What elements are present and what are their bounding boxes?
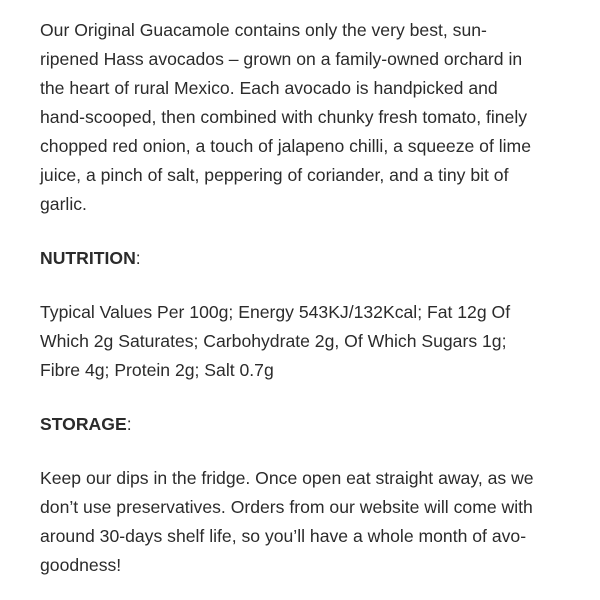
nutrition-heading bbox=[40, 244, 560, 273]
storage-paragraph: Keep our dips in the fridge. Once open eat straight away, as we don’t use preservatives. Orders from our website will come with around 30-days shelf life, so you’ll have a whole month of avo-goodness! bbox=[40, 468, 534, 575]
nutrition-heading-colon: : bbox=[135, 248, 141, 268]
storage-heading bbox=[40, 410, 560, 439]
storage-heading-label: STORAGE bbox=[40, 414, 127, 434]
storage-heading-colon: : bbox=[126, 414, 132, 434]
nutrition-paragraph: Typical Values Per 100g; Energy 543KJ/132Kcal; Fat 12g Of Which 2g Saturates; Carbohydrate 2g, Of Which Sugars 1g; Fibre 4g; Protein 2g; Salt 0.7g bbox=[40, 302, 511, 380]
nutrition-heading-label: NUTRITION bbox=[40, 248, 136, 268]
intro-paragraph: Our Original Guacamole contains only the very best, sun-ripened Hass avocados – grown on a family-owned orchard in the heart of rural Mexico. Each avocado is handpicked and hand-scooped, then combined with chunky fresh tomato, finely chopped red onion, a touch of jalapeno chilli, a squeeze of lime juice, a pinch of salt, peppering of coriander, and a tiny bit of garlic. bbox=[40, 20, 532, 214]
